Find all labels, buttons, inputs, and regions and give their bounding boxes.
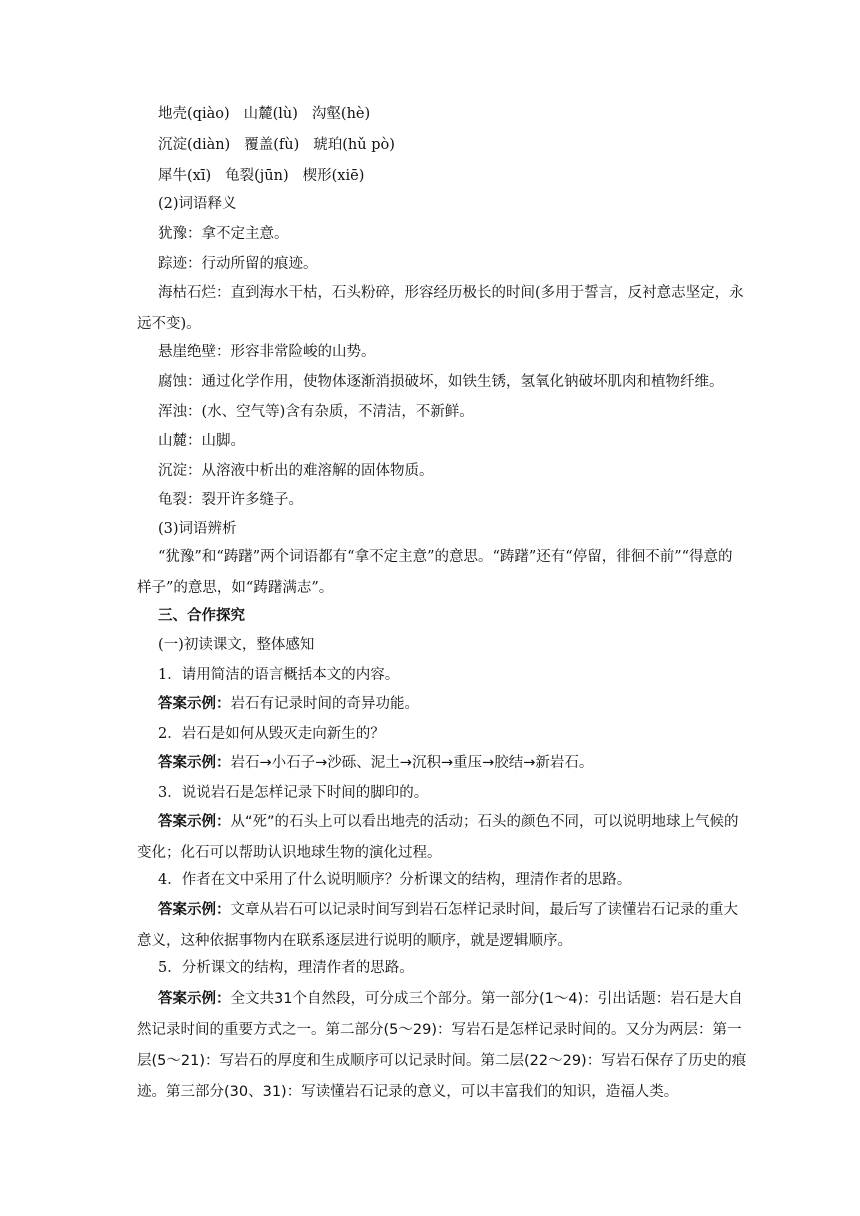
vocab-item-wrapped bbox=[137, 278, 747, 340]
pinyin-item: 龟裂(jūn) bbox=[225, 168, 289, 184]
analysis-paragraph bbox=[137, 542, 747, 604]
answer bbox=[158, 694, 419, 714]
question: 5．分析课文的结构，理清作者的思路。 bbox=[158, 960, 414, 976]
answer-text: 岩石→小石子→沙砾、泥土→沉积→重压→胶结→新岩石。 bbox=[230, 755, 594, 771]
answer-text: 文章从岩石可以记录时间写到岩石怎样记录时间，最后写了读懂岩石记录的重大意义，这种依据事物内在联系逐层进行说明的顺序，就是逻辑顺序。 bbox=[137, 902, 738, 949]
vocab-item: 山麓：山脚。 bbox=[158, 433, 245, 449]
answer-text: 岩石有记录时间的奇异功能。 bbox=[230, 696, 419, 712]
answer-paragraph bbox=[137, 806, 747, 869]
answer-label: 答案示例： bbox=[158, 754, 231, 771]
pinyin-item: 沉淀(diàn) bbox=[158, 137, 231, 153]
vocab-heading: (2)词语释义 bbox=[158, 196, 237, 212]
answer-paragraph bbox=[137, 894, 747, 957]
answer-text: 从“死”的石头上可以看出地壳的活动；石头的颜色不同，可以说明地球上气候的变化；化石可以帮助认识地球生物的演化过程。 bbox=[137, 814, 739, 861]
answer-text: 全文共31个自然段，可分成三个部分。第一部分(1～4)：引出话题：岩石是大自然记录时间的重要方式之一。第二部分(5～29)：写岩石是怎样记录时间的。又分为两层：第一层(5～21)：写岩石的厚度和生成顺序可以记录时间。第二层(22～29)：写岩石保存了历史的痕迹。第三部分(30、31)：写读懂岩石记录的意义，可以丰富我们的知识，造福人类。 bbox=[137, 991, 747, 1100]
vocab-item: 犹豫：拿不定主意。 bbox=[158, 226, 289, 242]
pinyin-item: 琥珀(hǔ pò) bbox=[313, 137, 395, 153]
pinyin-item: 山麓(lù) bbox=[243, 106, 298, 122]
answer-paragraph bbox=[137, 983, 747, 1108]
pinyin-item: 地壳(qiào) bbox=[158, 106, 230, 122]
vocab-item: 踪迹：行动所留的痕迹。 bbox=[158, 256, 318, 272]
section-heading: 三、合作探究 bbox=[158, 607, 245, 624]
pronunciation-row bbox=[158, 166, 364, 186]
vocab-item: 龟裂：裂开许多缝子。 bbox=[158, 492, 303, 508]
analysis-text: “犹豫”和“踌躇”两个词语都有“拿不定主意”的意思。“踌躇”还有“停留，徘徊不前”“得意的样子”的意思，如“踌躇满志”。 bbox=[137, 549, 733, 596]
vocab-item: 浑浊：(水、空气等)含有杂质，不清洁，不新鲜。 bbox=[158, 404, 474, 420]
question: 2．岩石是如何从毁灭走向新生的？ bbox=[158, 726, 385, 742]
answer bbox=[158, 753, 593, 773]
vocab-item: 海枯石烂：直到海水干枯，石头粉碎，形容经历极长的时间(多用于誓言，反衬意志坚定，永远不变)。 bbox=[137, 285, 744, 332]
pinyin-item: 楔形(xiē) bbox=[302, 168, 365, 184]
answer-label: 答案示例： bbox=[158, 990, 231, 1007]
pinyin-item: 沟壑(hè) bbox=[311, 106, 371, 122]
answer-label: 答案示例： bbox=[158, 695, 231, 712]
answer-label: 答案示例： bbox=[158, 901, 231, 918]
pinyin-item: 覆盖(fù) bbox=[244, 137, 300, 153]
pinyin-item: 犀牛(xī) bbox=[158, 168, 212, 184]
question: 1．请用简洁的语言概括本文的内容。 bbox=[158, 667, 400, 683]
analysis-heading: (3)词语辨析 bbox=[158, 521, 237, 537]
pronunciation-row bbox=[158, 104, 370, 124]
vocab-item: 悬崖绝壁：形容非常险峻的山势。 bbox=[158, 344, 376, 360]
vocab-item: 沉淀：从溶液中析出的难溶解的固体物质。 bbox=[158, 463, 434, 479]
pronunciation-row bbox=[158, 135, 395, 155]
question: 4．作者在文中采用了什么说明顺序？分析课文的结构，理清作者的思路。 bbox=[158, 872, 632, 888]
question: 3．说说岩石是怎样记录下时间的脚印的。 bbox=[158, 785, 429, 801]
answer-label: 答案示例： bbox=[158, 813, 231, 830]
vocab-item: 腐蚀：通过化学作用，使物体逐渐消损破坏，如铁生锈，氢氧化钠破坏肌肉和植物纤维。 bbox=[158, 374, 724, 390]
subsection-heading: (一)初读课文，整体感知 bbox=[158, 637, 315, 653]
